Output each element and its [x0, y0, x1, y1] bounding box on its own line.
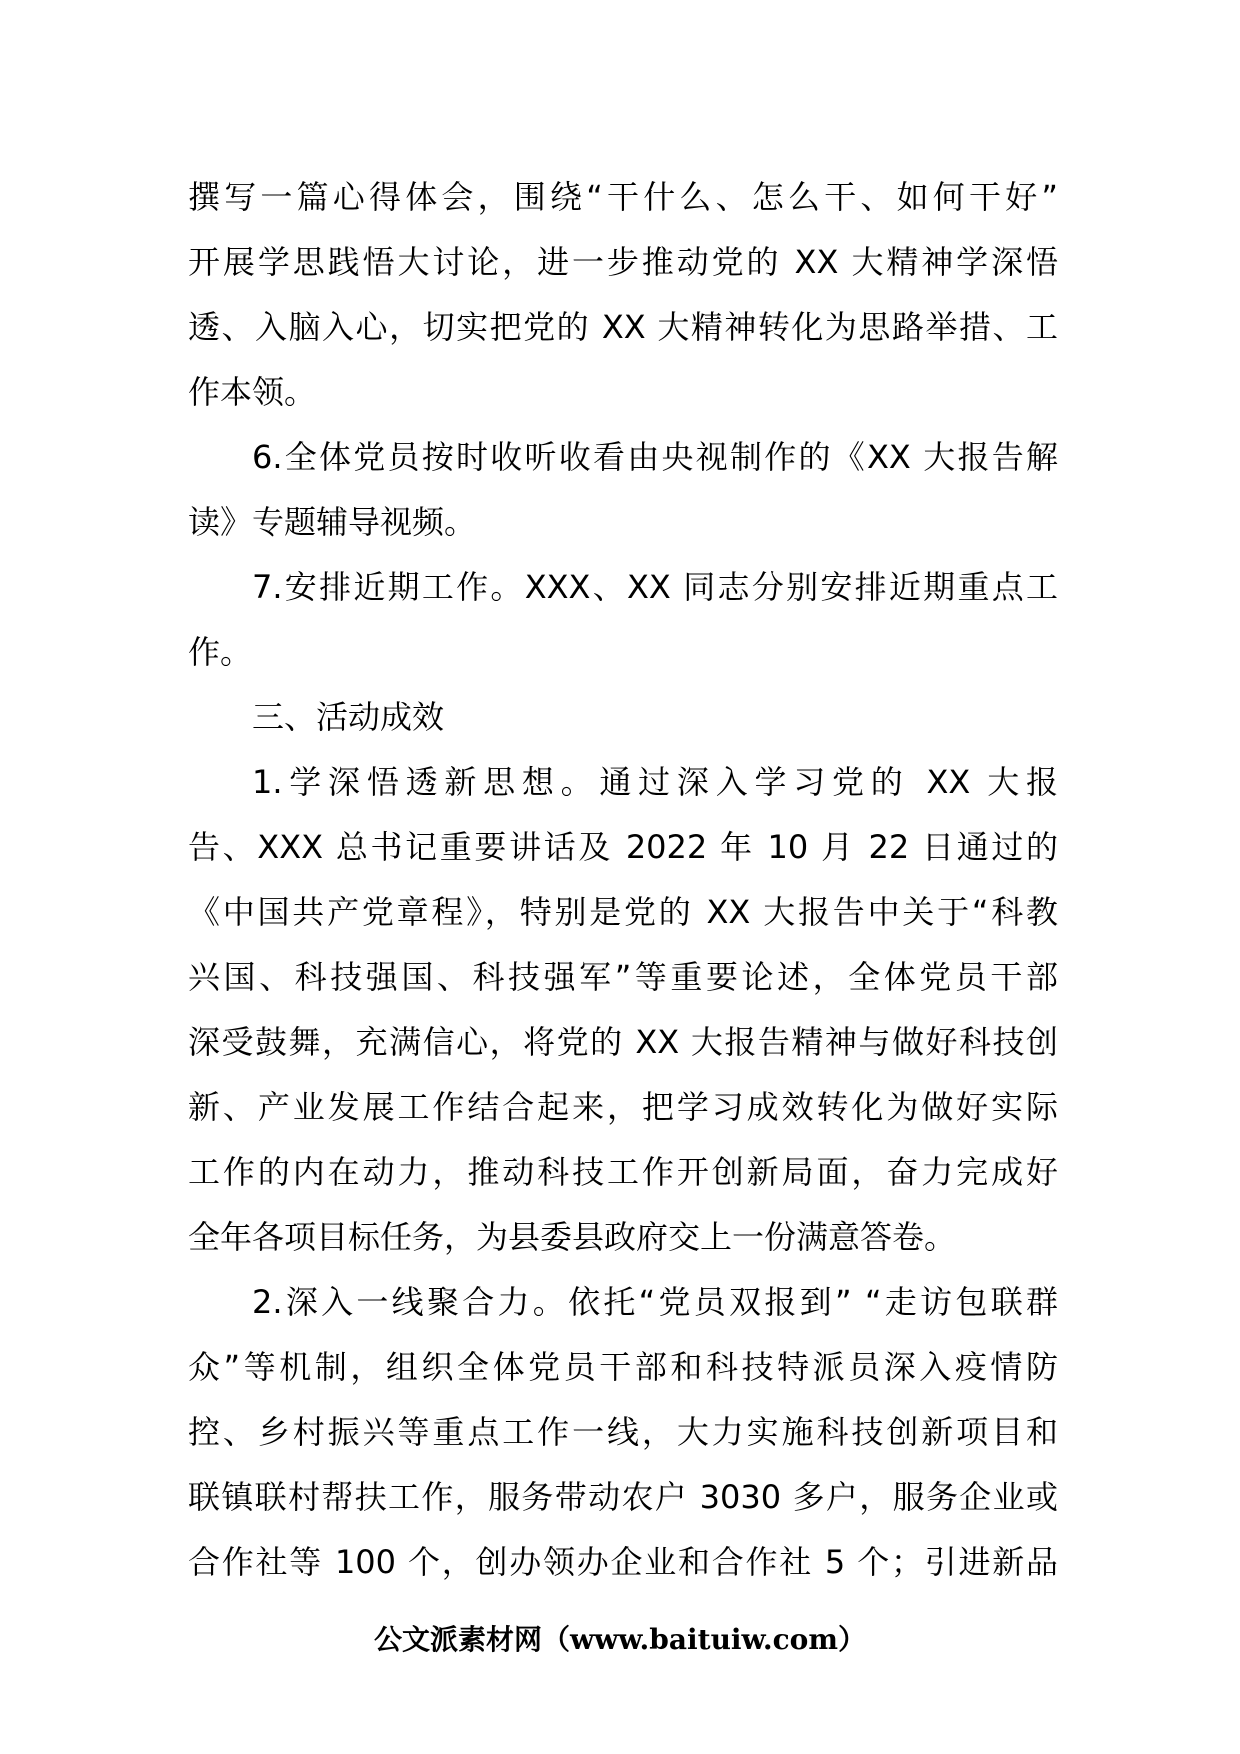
- text-line: 《中国共产党章程》，特别是党的 XX 大报告中关于“科教: [188, 893, 1058, 931]
- text-line: 兴国、科技强国、科技强军”等重要论述，全体党员干部: [188, 958, 1058, 996]
- text-line: 联镇联村帮扶工作，服务带动农户 3030 多户，服务企业或: [188, 1478, 1058, 1516]
- text-line: 众”等机制，组织全体党员干部和科技特派员深入疫情防: [188, 1348, 1058, 1386]
- text-line: 合作社等 100 个，创办领办企业和合作社 5 个；引进新品: [188, 1543, 1058, 1581]
- text-line: 作。: [188, 633, 253, 671]
- text-line: 深受鼓舞，充满信心，将党的 XX 大报告精神与做好科技创: [188, 1023, 1058, 1061]
- text-line: 6.全体党员按时收听收看由央视制作的《XX 大报告解: [252, 438, 1058, 476]
- text-line: 作本领。: [188, 373, 317, 411]
- text-line: 开展学思践悟大讨论，进一步推动党的 XX 大精神学深悟: [188, 243, 1058, 281]
- text-line: 工作的内在动力，推动科技工作开创新局面，奋力完成好: [188, 1153, 1058, 1191]
- text-line: 透、入脑入心，切实把党的 XX 大精神转化为思路举措、工: [188, 308, 1058, 346]
- text-line: 全年各项目标任务，为县委县政府交上一份满意答卷。: [188, 1218, 957, 1256]
- text-line: 2.深入一线聚合力。依托“党员双报到” “走访包联群: [252, 1283, 1058, 1321]
- text-line: 7.安排近期工作。XXX、XX 同志分别安排近期重点工: [252, 568, 1058, 606]
- text-line: 撰写一篇心得体会，围绕“干什么、怎么干、如何干好”: [188, 178, 1058, 216]
- text-line: 1.学深悟透新思想。通过深入学习党的 XX 大报: [252, 763, 1058, 801]
- document-body: [188, 165, 1058, 1595]
- text-line: 三、活动成效: [252, 698, 445, 736]
- text-line: 控、乡村振兴等重点工作一线，大力实施科技创新项目和: [188, 1413, 1058, 1451]
- footer-watermark: 公文派素材网（www.baituiw.com）: [374, 1623, 866, 1656]
- text-line: 新、产业发展工作结合起来，把学习成效转化为做好实际: [188, 1088, 1058, 1126]
- text-line: 读》专题辅导视频。: [188, 503, 477, 541]
- text-line: 告、XXX 总书记重要讲话及 2022 年 10 月 22 日通过的: [188, 828, 1058, 866]
